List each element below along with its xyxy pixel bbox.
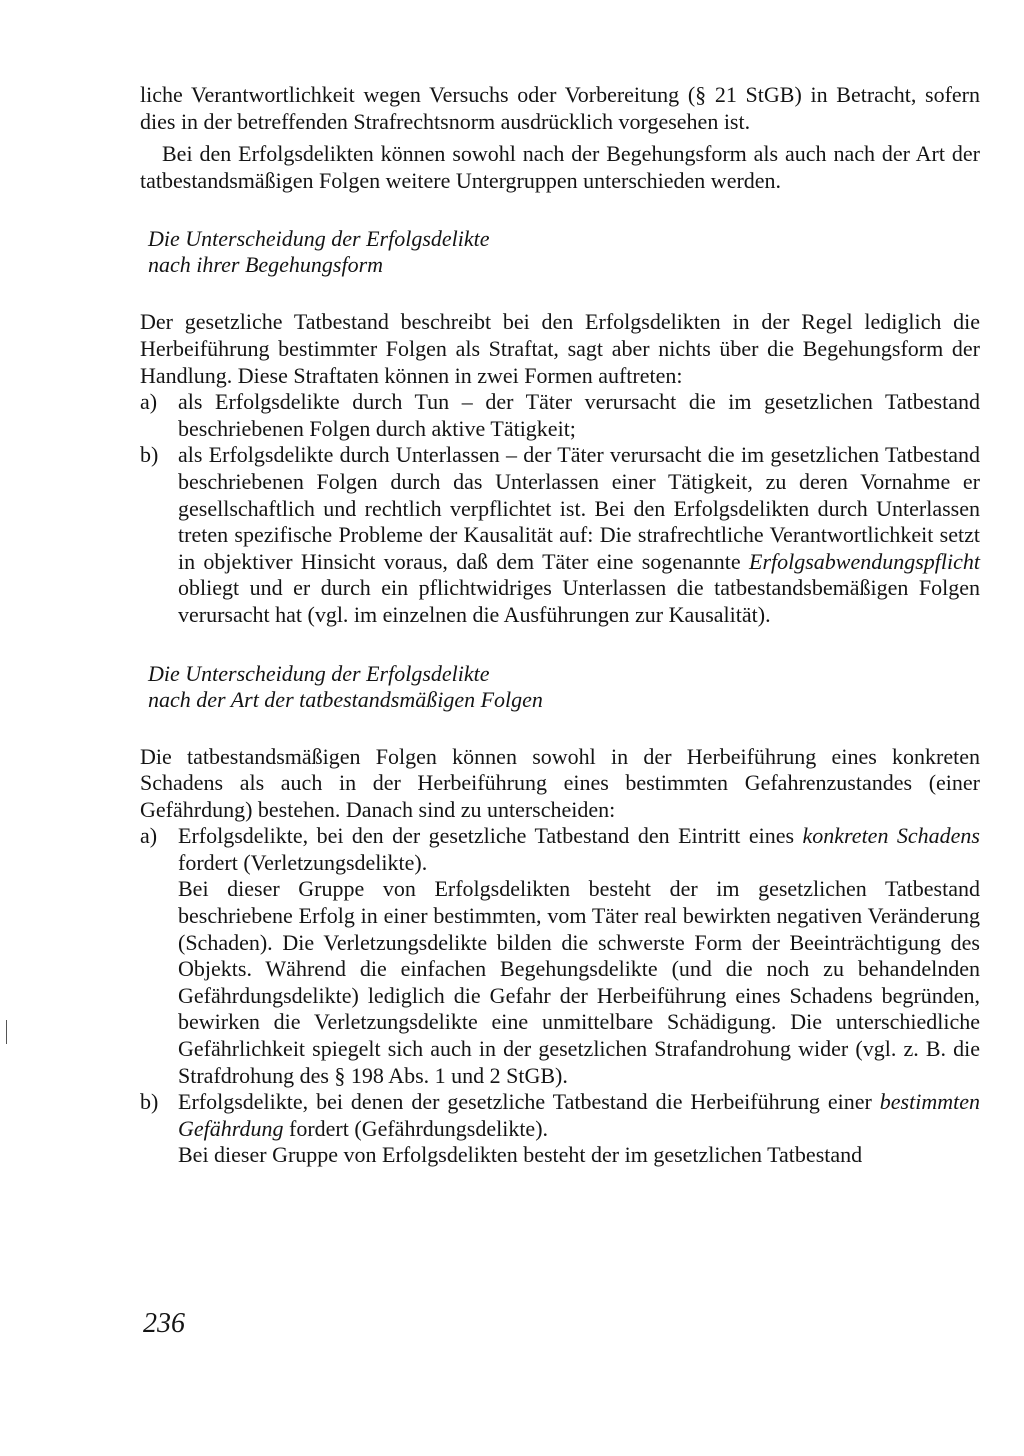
list-text: Bei dieser Gruppe von Erfolgsdelikten besteht der im gesetzlichen Tatbestand (178, 1142, 863, 1168)
heading-line: Die Unterscheidung der Erfolgsdelikte (148, 226, 490, 252)
section2-lead-paragraph: Die tatbestandsmäßigen Folgen können sowohl in der Herbeiführung eines konkreten Schadens als auch in der Herbeiführung eines bestimmten Gefahrenzustandes (einer Gefährdung) bestehen. Danach sind zu unterscheiden: (140, 743, 980, 822)
emphasis-term: konkreten Schadens (802, 823, 980, 849)
list-text: Erfolgsdelikte, bei denen der gesetzliche Tatbestand die Herbeiführung einer bestimmten Gefährdung fordert (Gefährdungsdelikte). (178, 1089, 980, 1141)
list-label: b) (140, 1089, 159, 1115)
list-label: b) (140, 442, 159, 468)
heading-line: Die Unterscheidung der Erfolgsdelikte (148, 660, 490, 686)
section1-lead-paragraph: Der gesetzliche Tatbestand beschreibt bei den Erfolgsdelikten in der Regel lediglich die Herbeiführung bestimmter Folgen als Straftat, sagt aber nichts über die Begehungsform der Handlung. Diese Straftaten können in zwei Formen auftreten: (140, 309, 980, 388)
heading-line: nach ihrer Begehungsform (148, 252, 384, 278)
page-number: 236 (143, 1308, 185, 1339)
list-item (140, 1089, 980, 1169)
list-item (140, 442, 980, 628)
heading-line: nach der Art der tatbestandsmäßigen Folgen (148, 686, 543, 712)
emphasis-term: bestimmten Gefährdung (178, 1089, 980, 1141)
list-text: Bei dieser Gruppe von Erfolgsdelikten besteht der im gesetzlichen Tatbestand beschriebene Erfolg in einer bestimmten, vom Täter real bewirkten negativen Veränderung (Schaden). Die Verletzungsdelikte bilden die schwerste Form der Beeinträchtigung des Objekts. Während die einfachen Begehungsdelikte (und die noch zu behandelnden Gefährdungsdelikte) lediglich die Gefahr der Herbeiführung eines Schadens begründen, bewirken die Verletzungsdelikte eine unmittelbare Schädigung. Die unterschiedliche Gefährlichkeit spiegelt sich auch in der gesetzlichen Strafandrohung wider (vgl. z. B. die Strafdrohung des § 198 Abs. 1 und 2 StGB). (178, 876, 980, 1088)
intro-paragraph-1: liche Verantwortlichkeit wegen Versuchs oder Vorbereitung (§ 21 StGB) in Betracht, sofern dies in der betreffenden Strafrechtsnorm ausdrücklich vorgesehen ist. (140, 82, 980, 134)
section1-list (140, 389, 980, 628)
list-item (140, 823, 980, 1089)
page-content (140, 82, 980, 1169)
list-text: als Erfolgsdelikte durch Unterlassen – der Täter verursacht die im gesetzlichen Tatbestand beschriebenen Folgen durch das Unterlassen einer Tätigkeit, zu deren Vornahme er gesellschaftlich und rechtlich verpflichtet ist. Bei den Erfolgsdelikten durch Unterlassen treten spezifische Probleme der Kausalität auf: Die strafrechtliche Verantwortlichkeit setzt in objektiver Hinsicht voraus, daß dem Täter eine sogenannte Erfolgsabwendungspflicht obliegt und er durch ein pflichtwidriges Unterlassen die tatbestandsbemäßigen Folgen verursacht hat (vgl. im einzelnen die Ausführungen zur Kausalität). (178, 442, 980, 627)
list-label: a) (140, 823, 158, 849)
list-item (140, 389, 980, 442)
section-heading-folgen (140, 661, 980, 713)
list-text: Erfolgsdelikte, bei den der gesetzliche Tatbestand den Eintritt eines konkreten Schadens fordert (Verletzungsdelikte). (178, 823, 980, 875)
margin-mark (6, 1020, 7, 1044)
list-label: a) (140, 389, 158, 415)
list-text: als Erfolgsdelikte durch Tun – der Täter verursacht die im gesetzlichen Tatbestand beschriebenen Folgen durch aktive Tätigkeit; (178, 389, 980, 441)
section2-list (140, 823, 980, 1169)
emphasis-term: Erfolgsabwendungspflicht (749, 548, 980, 574)
intro-paragraph-2: Bei den Erfolgsdelikten können sowohl nach der Begehungsform als auch nach der Art der tatbestandsmäßigen Folgen weitere Untergruppen unterschieden werden. (140, 141, 980, 193)
section-heading-begehungsform (140, 226, 980, 278)
